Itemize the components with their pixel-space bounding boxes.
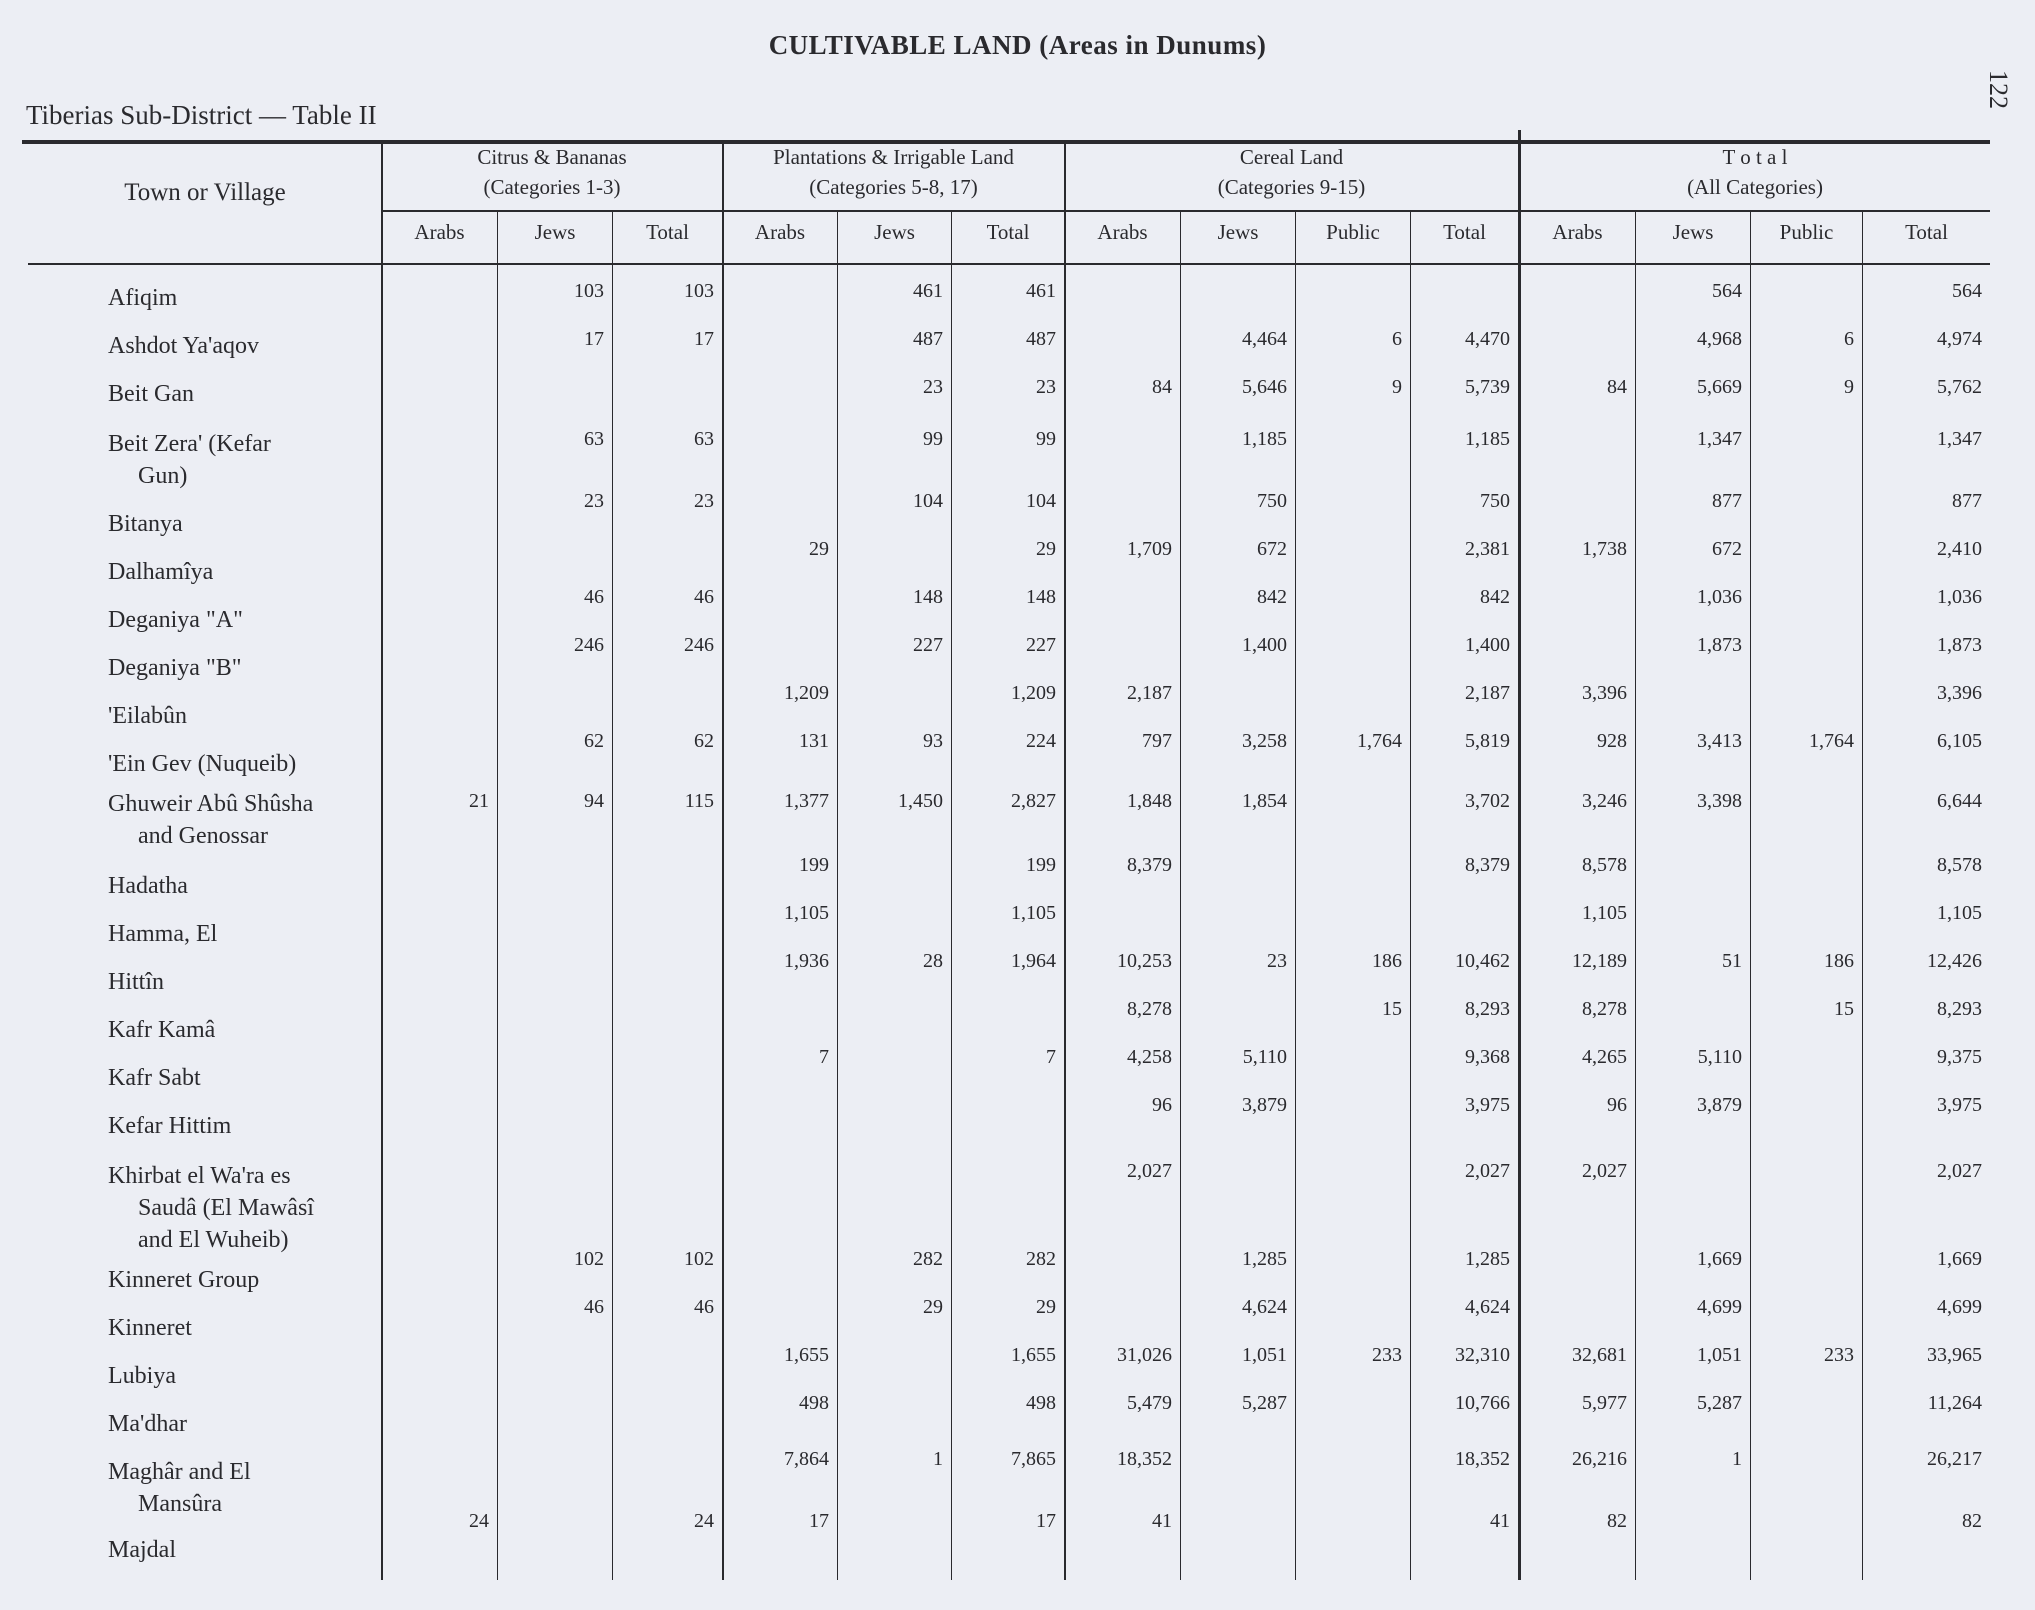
- table-cell: 9: [1844, 376, 1854, 398]
- table-cell: 1,936: [784, 950, 829, 972]
- divider: [1410, 212, 1411, 1580]
- table-cell: 29: [1036, 1296, 1056, 1318]
- row-town-name: [108, 1014, 378, 1046]
- table-cell: 33,965: [1927, 1344, 1982, 1366]
- town-name-line: Ma'dhar: [108, 1411, 187, 1437]
- table-cell: 1,105: [1937, 902, 1982, 924]
- table-cell: 1,105: [1582, 902, 1627, 924]
- group-header: [1520, 142, 1990, 202]
- table-cell: 672: [1257, 538, 1287, 560]
- column-header: Public: [1326, 220, 1380, 244]
- table-cell: 246: [684, 634, 714, 656]
- table-cell: 23: [1267, 950, 1287, 972]
- table-cell: 1,738: [1582, 538, 1627, 560]
- table-cell: 3,879: [1697, 1094, 1742, 1116]
- town-name-line: 'Eilabûn: [108, 703, 187, 729]
- table-cell: 96: [1607, 1094, 1627, 1116]
- table-cell: 8,379: [1465, 854, 1510, 876]
- table-cell: 3,396: [1937, 682, 1982, 704]
- table-cell: 1,964: [1011, 950, 1056, 972]
- table-cell: 1: [933, 1448, 943, 1470]
- table-cell: 227: [1026, 634, 1056, 656]
- table-cell: 461: [913, 280, 943, 302]
- table-cell: 2,027: [1127, 1160, 1172, 1182]
- table-cell: 4,968: [1697, 328, 1742, 350]
- column-header: Arabs: [1552, 220, 1603, 244]
- table-cell: 928: [1597, 730, 1627, 752]
- town-name-line: Kinneret: [108, 1315, 192, 1341]
- town-name-line: Dalhamîya: [108, 559, 214, 585]
- table-cell: 46: [694, 586, 714, 608]
- table-cell: 1,764: [1809, 730, 1854, 752]
- table-cell: 282: [1026, 1248, 1056, 1270]
- table-cell: 115: [684, 790, 714, 812]
- table-cell: 1,051: [1242, 1344, 1287, 1366]
- table-cell: 23: [584, 490, 604, 512]
- table-cell: 99: [1036, 428, 1056, 450]
- table-cell: 1,036: [1937, 586, 1982, 608]
- table-cell: 10,766: [1455, 1392, 1510, 1414]
- table-cell: 63: [694, 428, 714, 450]
- table-cell: 96: [1152, 1094, 1172, 1116]
- page-number: 122: [1984, 70, 2013, 109]
- table-cell: 2,187: [1465, 682, 1510, 704]
- table-cell: 8,278: [1582, 998, 1627, 1020]
- row-town-name: [108, 282, 378, 314]
- divider: [1862, 212, 1863, 1580]
- table-cell: 1,400: [1465, 634, 1510, 656]
- table-cell: 28: [923, 950, 943, 972]
- group-header-categories: (All Categories): [1687, 175, 1823, 199]
- table-cell: 84: [1607, 376, 1627, 398]
- table-cell: 103: [684, 280, 714, 302]
- group-header: [382, 142, 722, 202]
- table-cell: 1,709: [1127, 538, 1172, 560]
- row-town-name: [108, 330, 378, 362]
- table-cell: 8,293: [1465, 998, 1510, 1020]
- table-cell: 1,764: [1357, 730, 1402, 752]
- divider: [1750, 212, 1751, 1580]
- table-cell: 12,426: [1927, 950, 1982, 972]
- town-name-line: Afiqim: [108, 285, 178, 311]
- table-cell: 2,027: [1937, 1160, 1982, 1182]
- column-header: Total: [1443, 220, 1486, 244]
- group-header: [1065, 142, 1518, 202]
- table-cell: 199: [799, 854, 829, 876]
- column-header: Public: [1779, 220, 1834, 244]
- town-name-line: Lubiya: [108, 1363, 176, 1389]
- table-cell: 4,265: [1582, 1046, 1627, 1068]
- divider: [612, 212, 613, 1580]
- column-header: Jews: [874, 220, 915, 244]
- table-cell: 498: [799, 1392, 829, 1414]
- row-town-name: [108, 1360, 378, 1392]
- table-cell: 487: [1026, 328, 1056, 350]
- table-cell: 2,027: [1582, 1160, 1627, 1182]
- table-cell: 3,702: [1465, 790, 1510, 812]
- table-cell: 8,578: [1582, 854, 1627, 876]
- table-cell: 1,209: [784, 682, 829, 704]
- group-header-name: Plantations & Irrigable Land: [773, 145, 1014, 169]
- table-cell: 102: [684, 1248, 714, 1270]
- table-cell: 17: [694, 328, 714, 350]
- table-cell: 5,977: [1582, 1392, 1627, 1414]
- column-header: Total: [986, 220, 1030, 244]
- table-cell: 8,278: [1127, 998, 1172, 1020]
- table-cell: 62: [584, 730, 604, 752]
- town-name-line: Kafr Sabt: [108, 1065, 201, 1091]
- table-cell: 1,400: [1242, 634, 1287, 656]
- table-cell: 564: [1712, 280, 1742, 302]
- town-name-line: and Genossar: [138, 823, 268, 849]
- divider: [837, 212, 838, 1580]
- table-cell: 6,105: [1937, 730, 1982, 752]
- divider: [1295, 212, 1296, 1580]
- row-town-name: [108, 1408, 378, 1440]
- table-cell: 82: [1607, 1510, 1627, 1532]
- table-cell: 3,398: [1697, 790, 1742, 812]
- town-name-line: Mansûra: [138, 1491, 222, 1517]
- table-cell: 282: [913, 1248, 943, 1270]
- table-cell: 2,027: [1465, 1160, 1510, 1182]
- table-cell: 4,699: [1697, 1296, 1742, 1318]
- table-cell: 1,655: [784, 1344, 829, 1366]
- table-cell: 94: [584, 790, 604, 812]
- table-cell: 7,865: [1011, 1448, 1056, 1470]
- table-cell: 5,110: [1242, 1046, 1287, 1068]
- town-name-line: Ghuweir Abû Shûsha: [108, 791, 314, 817]
- table-cell: 32,310: [1455, 1344, 1510, 1366]
- table-cell: 4,624: [1242, 1296, 1287, 1318]
- table-cell: 8,578: [1937, 854, 1982, 876]
- table-cell: 842: [1257, 586, 1287, 608]
- table-cell: 24: [469, 1510, 489, 1532]
- table-cell: 51: [1722, 950, 1742, 972]
- table-cell: 10,462: [1455, 950, 1510, 972]
- table-cell: 131: [799, 730, 829, 752]
- table-cell: 4,699: [1937, 1296, 1982, 1318]
- table-cell: 15: [1382, 998, 1402, 1020]
- table-cell: 1,105: [1011, 902, 1056, 924]
- table-cell: 5,739: [1465, 376, 1510, 398]
- column-header: Arabs: [414, 220, 465, 244]
- table-cell: 41: [1490, 1510, 1510, 1532]
- table-cell: 4,258: [1127, 1046, 1172, 1068]
- table-cell: 5,479: [1127, 1392, 1172, 1414]
- table-cell: 6,644: [1937, 790, 1982, 812]
- group-header-name: Citrus & Bananas: [477, 145, 627, 169]
- table-cell: 23: [923, 376, 943, 398]
- table-cell: 1,854: [1242, 790, 1287, 812]
- row-town-name: [108, 378, 378, 410]
- column-header: Jews: [534, 220, 576, 244]
- table-cell: 18,352: [1455, 1448, 1510, 1470]
- row-town-name: [108, 652, 378, 684]
- group-header-categories: (Categories 5-8, 17): [809, 175, 978, 199]
- table-cell: 148: [1026, 586, 1056, 608]
- town-name-line: Kinneret Group: [108, 1267, 260, 1293]
- table-cell: 1,347: [1937, 428, 1982, 450]
- table-cell: 29: [1036, 538, 1056, 560]
- table-cell: 1,669: [1697, 1248, 1742, 1270]
- table-cell: 750: [1257, 490, 1287, 512]
- row-town-name: [108, 1534, 378, 1566]
- table-cell: 2,410: [1937, 538, 1982, 560]
- table-cell: 84: [1152, 376, 1172, 398]
- town-name-line: Kefar Hittim: [108, 1113, 232, 1139]
- divider-town: [381, 140, 383, 1580]
- town-name-line: Deganiya "A": [108, 607, 243, 633]
- table-cell: 46: [694, 1296, 714, 1318]
- table-cell: 3,879: [1242, 1094, 1287, 1116]
- table-cell: 1,036: [1697, 586, 1742, 608]
- table-cell: 29: [923, 1296, 943, 1318]
- table-cell: 227: [913, 634, 943, 656]
- table-cell: 5,287: [1697, 1392, 1742, 1414]
- table-cell: 224: [1026, 730, 1056, 752]
- town-name-line: Bitanya: [108, 511, 183, 537]
- town-name-line: Gun): [138, 463, 188, 489]
- page-title: CULTIVABLE LAND (Areas in Dunums): [768, 30, 1267, 60]
- header-bottom-rule: [28, 263, 1990, 265]
- table-cell: 1,873: [1697, 634, 1742, 656]
- town-name-line: Kafr Kamâ: [108, 1017, 216, 1043]
- table-cell: 11,264: [1927, 1392, 1982, 1414]
- table-cell: 7: [1046, 1046, 1056, 1068]
- table-cell: 104: [1026, 490, 1056, 512]
- row-town-name: [108, 508, 378, 540]
- table-cell: 17: [584, 328, 604, 350]
- table-cell: 4,464: [1242, 328, 1287, 350]
- table-cell: 1,655: [1011, 1344, 1056, 1366]
- row-town-name: [108, 1062, 378, 1094]
- column-header: Arabs: [1097, 220, 1148, 244]
- table-cell: 1,209: [1011, 682, 1056, 704]
- town-name-line: and El Wuheib): [138, 1227, 289, 1253]
- table-cell: 797: [1142, 730, 1172, 752]
- table-cell: 1,377: [784, 790, 829, 812]
- table-cell: 1,105: [784, 902, 829, 924]
- table-cell: 1,185: [1465, 428, 1510, 450]
- town-name-line: Saudâ (El Mawâsî: [138, 1195, 314, 1221]
- table-cell: 1: [1732, 1448, 1742, 1470]
- table-cell: 186: [1372, 950, 1402, 972]
- table-cell: 8,293: [1937, 998, 1982, 1020]
- table-cell: 4,974: [1937, 328, 1982, 350]
- column-header: Jews: [1217, 220, 1259, 244]
- row-town-name: [108, 1110, 378, 1142]
- table-cell: 41: [1152, 1510, 1172, 1532]
- table-cell: 233: [1824, 1344, 1854, 1366]
- table-cell: 82: [1962, 1510, 1982, 1532]
- table-cell: 246: [574, 634, 604, 656]
- table-cell: 1,669: [1937, 1248, 1982, 1270]
- town-name-line: Hittîn: [108, 969, 165, 995]
- table-cell: 3,258: [1242, 730, 1287, 752]
- table-cell: 1,450: [898, 790, 943, 812]
- table-cell: 5,669: [1697, 376, 1742, 398]
- town-name-line: Beit Zera' (Kefar: [108, 431, 271, 457]
- table-cell: 10,253: [1117, 950, 1172, 972]
- table-cell: 564: [1952, 280, 1982, 302]
- table-cell: 5,762: [1937, 376, 1982, 398]
- table-cell: 103: [574, 280, 604, 302]
- table-cell: 461: [1026, 280, 1056, 302]
- row-town-name: [108, 1160, 378, 1256]
- table-cell: 498: [1026, 1392, 1056, 1414]
- table-cell: 2,381: [1465, 538, 1510, 560]
- town-name-line: Hamma, El: [108, 921, 218, 947]
- table-cell: 1,347: [1697, 428, 1742, 450]
- table-cell: 23: [694, 490, 714, 512]
- table-cell: 233: [1372, 1344, 1402, 1366]
- column-header: Total: [1905, 220, 1948, 244]
- town-name-line: Ashdot Ya'aqov: [108, 333, 260, 359]
- group-rule: [382, 210, 1990, 212]
- divider: [1180, 212, 1181, 1580]
- row-town-name: [108, 556, 378, 588]
- table-cell: 842: [1480, 586, 1510, 608]
- table-cell: 32,681: [1572, 1344, 1627, 1366]
- table-cell: 672: [1712, 538, 1742, 560]
- town-name-line: Majdal: [108, 1537, 176, 1563]
- table-cell: 6: [1392, 328, 1402, 350]
- table-cell: 2,187: [1127, 682, 1172, 704]
- row-town-name: [108, 1456, 378, 1520]
- table-cell: 877: [1952, 490, 1982, 512]
- table-cell: 46: [584, 586, 604, 608]
- table-cell: 1,051: [1697, 1344, 1742, 1366]
- row-town-name: [108, 918, 378, 950]
- table-cell: 9,368: [1465, 1046, 1510, 1068]
- table-cell: 3,975: [1465, 1094, 1510, 1116]
- table-cell: 15: [1834, 998, 1854, 1020]
- town-header: Town or Village: [124, 179, 286, 206]
- table-cell: 62: [694, 730, 714, 752]
- table-cell: 5,646: [1242, 376, 1287, 398]
- table-cell: 199: [1026, 854, 1056, 876]
- table-cell: 31,026: [1117, 1344, 1172, 1366]
- table-cell: 5,287: [1242, 1392, 1287, 1414]
- table-cell: 21: [469, 790, 489, 812]
- group-header: [723, 142, 1064, 202]
- town-name-line: 'Ein Gev (Nuqueib): [108, 751, 297, 777]
- group-header-name: T o t a l: [1722, 145, 1788, 169]
- table-cell: 3,396: [1582, 682, 1627, 704]
- table-cell: 7,864: [784, 1448, 829, 1470]
- row-town-name: [108, 870, 378, 902]
- town-name-line: Beit Gan: [108, 381, 194, 407]
- table-cell: 24: [694, 1510, 714, 1532]
- row-town-name: [108, 1312, 378, 1344]
- table-cell: 8,379: [1127, 854, 1172, 876]
- table-cell: 4,470: [1465, 328, 1510, 350]
- row-town-name: [108, 428, 378, 492]
- column-header: Jews: [1672, 220, 1714, 244]
- table-cell: 487: [913, 328, 943, 350]
- town-name-line: Khirbat el Wa'ra es: [108, 1163, 291, 1189]
- row-town-name: [108, 748, 378, 780]
- divider: [951, 212, 952, 1580]
- row-town-name: [108, 788, 378, 852]
- table-cell: 6: [1844, 328, 1854, 350]
- table-cell: 63: [584, 428, 604, 450]
- table-cell: 1,185: [1242, 428, 1287, 450]
- table-cell: 17: [809, 1510, 829, 1532]
- divider: [497, 212, 498, 1580]
- row-town-name: [108, 966, 378, 998]
- table-cell: 1,873: [1937, 634, 1982, 656]
- table-cell: 29: [809, 538, 829, 560]
- table-cell: 9: [1392, 376, 1402, 398]
- table-cell: 7: [819, 1046, 829, 1068]
- row-town-name: [108, 700, 378, 732]
- town-name-line: Hadatha: [108, 873, 188, 899]
- column-header: Total: [646, 220, 689, 244]
- table-cell: 99: [923, 428, 943, 450]
- table-cell: 3,246: [1582, 790, 1627, 812]
- table-cell: 102: [574, 1248, 604, 1270]
- town-name-line: Deganiya "B": [108, 655, 242, 681]
- town-name-line: Maghâr and El: [108, 1459, 251, 1485]
- row-town-name: [108, 604, 378, 636]
- table-subtitle: Tiberias Sub-District — Table II: [26, 100, 377, 130]
- table-cell: 46: [584, 1296, 604, 1318]
- table-cell: 23: [1036, 376, 1056, 398]
- table-cell: 17: [1036, 1510, 1056, 1532]
- table-cell: 1,848: [1127, 790, 1172, 812]
- table-cell: 750: [1480, 490, 1510, 512]
- table-cell: 877: [1712, 490, 1742, 512]
- table-cell: 148: [913, 586, 943, 608]
- group-header-name: Cereal Land: [1239, 145, 1344, 169]
- table-cell: 3,975: [1937, 1094, 1982, 1116]
- table-cell: 18,352: [1117, 1448, 1172, 1470]
- table-cell: 1,285: [1465, 1248, 1510, 1270]
- group-header-categories: (Categories 1-3): [483, 175, 621, 199]
- table-cell: 4,624: [1465, 1296, 1510, 1318]
- table-cell: 1,285: [1242, 1248, 1287, 1270]
- table-cell: 93: [923, 730, 943, 752]
- column-header: Arabs: [754, 220, 806, 244]
- table-cell: 9,375: [1937, 1046, 1982, 1068]
- table-cell: 12,189: [1572, 950, 1627, 972]
- table-cell: 26,216: [1572, 1448, 1627, 1470]
- table-cell: 3,413: [1697, 730, 1742, 752]
- row-town-name: [108, 1264, 378, 1296]
- table-cell: 5,110: [1697, 1046, 1742, 1068]
- table-cell: 26,217: [1927, 1448, 1982, 1470]
- table-cell: 5,819: [1465, 730, 1510, 752]
- divider: [1635, 212, 1636, 1580]
- group-header-categories: (Categories 9-15): [1217, 175, 1366, 199]
- table-cell: 186: [1824, 950, 1854, 972]
- table-cell: 2,827: [1011, 790, 1056, 812]
- table-cell: 104: [913, 490, 943, 512]
